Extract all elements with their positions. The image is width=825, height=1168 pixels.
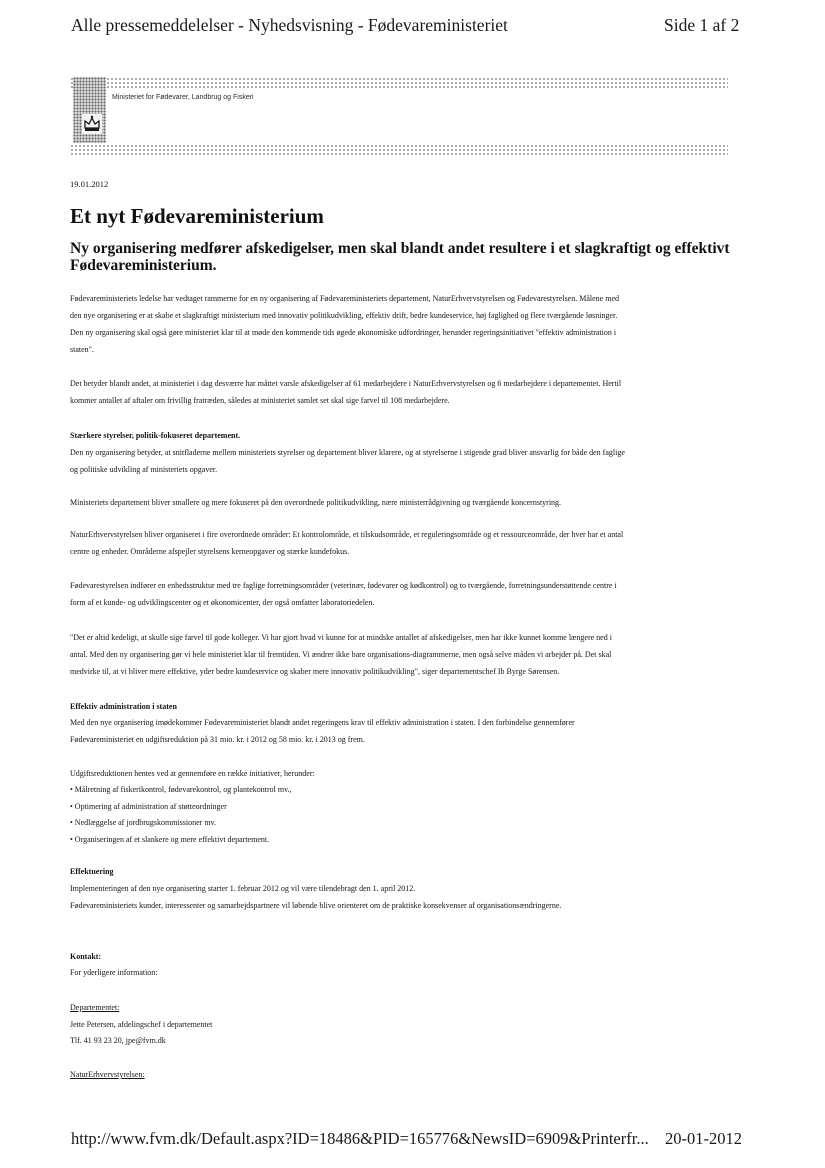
body-line: Udgiftsreduktionen hentes ved at gennemføre en række initiativer, herunder:: [70, 769, 315, 778]
quote-line: medvirke til, at vi bliver mere effektive, yder bedre kundeservice og skaber mere innovativ politikudvikling", siger departementschef Ib Byrge Sørensen.: [70, 667, 560, 676]
body-line: den nye organisering er at skabe et slagkraftigt ministerium med innovativ politikudvikling, effektiv drift, bedre kundeservice, høj faglighed og flere tværgående løsninger.: [70, 311, 618, 320]
body-line: form af et kunde- og udviklingscenter og et økonomicenter, der også omfatter laboratoriedelen.: [70, 598, 375, 607]
body-line: Fødevarestyrelsen indfører en enhedsstruktur med tre faglige forretningsområder (veterinær, fødevarer og kødkontrol) og to tværgående, forretningsunderstøttende centre i: [70, 581, 617, 590]
quote-line: antal. Med den ny organisering gør vi hele ministeriet klar til fremtiden. Vi ændrer ikke bare organisations-diagrammerne, men også selve måden vi arbejder på. Det skal: [70, 650, 612, 659]
quote-line: "Det er altid kedeligt, at skulle sige farvel til gode kolleger. Vi har gjort hvad vi kunne for at mindske antallet af afskedigelser, men har ikke kunnet komme længere ned i: [70, 633, 612, 642]
bullet-item: • Optimering af administration af støtteordninger: [70, 802, 227, 811]
body-line: Den ny organisering betyder, at snitfladerne mellem ministeriets styrelser og departement bliver klarere, og at styrelserne i stigende grad bliver ansvarlig for både den faglige: [70, 448, 625, 457]
print-footer-url[interactable]: http://www.fvm.dk/Default.aspx?ID=18486&PID=165776&NewsID=6909&Printerfr...: [71, 1129, 649, 1148]
crown-icon: [81, 113, 103, 135]
body-line: Med den nye organisering imødekommer Fødevareministeriet blandt andet regeringens krav til effektiv administration i staten. I den forbindelse gennemfører: [70, 718, 575, 727]
body-line: Fødevareministeriets kunder, interessenter og samarbejdspartnere vil løbende blive orienteret om de praktiske konsekvenser af organisationsændringerne.: [70, 901, 562, 910]
body-line: kommer antallet af aftaler om frivillig fratræden, således at ministeriet samlet set skal sige farvel til 108 medarbejdere.: [70, 396, 450, 405]
print-header-title: Alle pressemeddelelser - Nyhedsvisning - Fødevareministeriet: [71, 15, 508, 35]
department-phone-email[interactable]: Tlf. 41 93 23 20, jpe@fvm.dk: [70, 1036, 166, 1045]
section-heading: Effektuering: [70, 867, 114, 876]
article-subtitle: Ny organisering medfører afskedigelser, men skal blandt andet resultere i et slagkraftigt og effektivt Fødevareministerium.: [70, 240, 730, 274]
bullet-item: • Nedlæggelse af jordbrugskommissioner mv.: [70, 818, 217, 827]
body-line: NaturErhvervstyrelsen bliver organiseret i fire overordnede områder: Et kontrolområde, et tilskudsområde, et reguleringsområde og et ressourceområde, der hver har et antal: [70, 530, 624, 539]
banner-dotted-bottom: [70, 144, 728, 156]
body-line: Fødevareministeriets ledelse har vedtaget rammerne for en ny organisering af Fødevareministeriets departement, NaturErhvervstyrelsen og Fødevarestyrelsen. Målene med: [70, 294, 619, 303]
ministry-name: Ministeriet for Fødevarer, Landbrug og Fiskeri: [112, 94, 254, 101]
department-person: Jette Petersen, afdelingschef i departementet: [70, 1020, 213, 1029]
body-line: og politiske udvikling af ministeriets opgaver.: [70, 465, 218, 474]
ministry-logo[interactable]: [73, 77, 106, 143]
banner-dotted-top: [70, 77, 728, 89]
body-line: Ministeriets departement bliver smallere og mere fokuseret på den overordnede politikudvikling, nære ministerrådgivning og tværgående koncernstyring.: [70, 498, 562, 507]
ministry-banner: [70, 74, 728, 162]
body-line: staten".: [70, 345, 94, 354]
body-line: Implementeringen af den nye organisering starter 1. februar 2012 og vil være tilendebragt den 1. april 2012.: [70, 884, 416, 893]
article-date: 19.01.2012: [70, 179, 109, 189]
department-heading: Departementet:: [70, 1003, 120, 1012]
body-line: centre og enheder. Områderne afspejler styrelsens kerneopgaver og stærke kundefokus.: [70, 547, 350, 556]
print-footer-date: 20-01-2012: [665, 1129, 742, 1148]
section-heading: Stærkere styrelser, politik-fokuseret departement.: [70, 431, 241, 440]
section-heading: Effektiv administration i staten: [70, 702, 177, 711]
body-line: Fødevareministeriet en udgiftsreduktion på 31 mio. kr. i 2012 og 58 mio. kr. i 2013 og frem.: [70, 735, 365, 744]
body-line: Den ny organisering skal også gøre ministeriet klar til at møde den kommende tids øgede økonomiske udfordringer, herunder regeringsinitiativet "effektiv administration i: [70, 328, 617, 337]
contact-heading: Kontakt:: [70, 952, 102, 961]
bullet-item: • Målretning af fiskerikontrol, fødevarekontrol, og plantekontrol mv.,: [70, 785, 292, 794]
print-page-number: Side 1 af 2: [664, 15, 740, 35]
agency-heading: NaturErhvervstyrelsen:: [70, 1070, 145, 1079]
contact-intro: For yderligere information:: [70, 968, 158, 977]
body-line: Det betyder blandt andet, at ministeriet i dag desværre har måttet varsle afskedigelser af 61 medarbejdere i NaturErhvervstyrelsen og 6 medarbejdere i departementet. Hertil: [70, 379, 622, 388]
article-title: Et nyt Fødevareministerium: [70, 204, 324, 228]
bullet-item: • Organiseringen af et slankere og mere effektivt departement.: [70, 835, 270, 844]
